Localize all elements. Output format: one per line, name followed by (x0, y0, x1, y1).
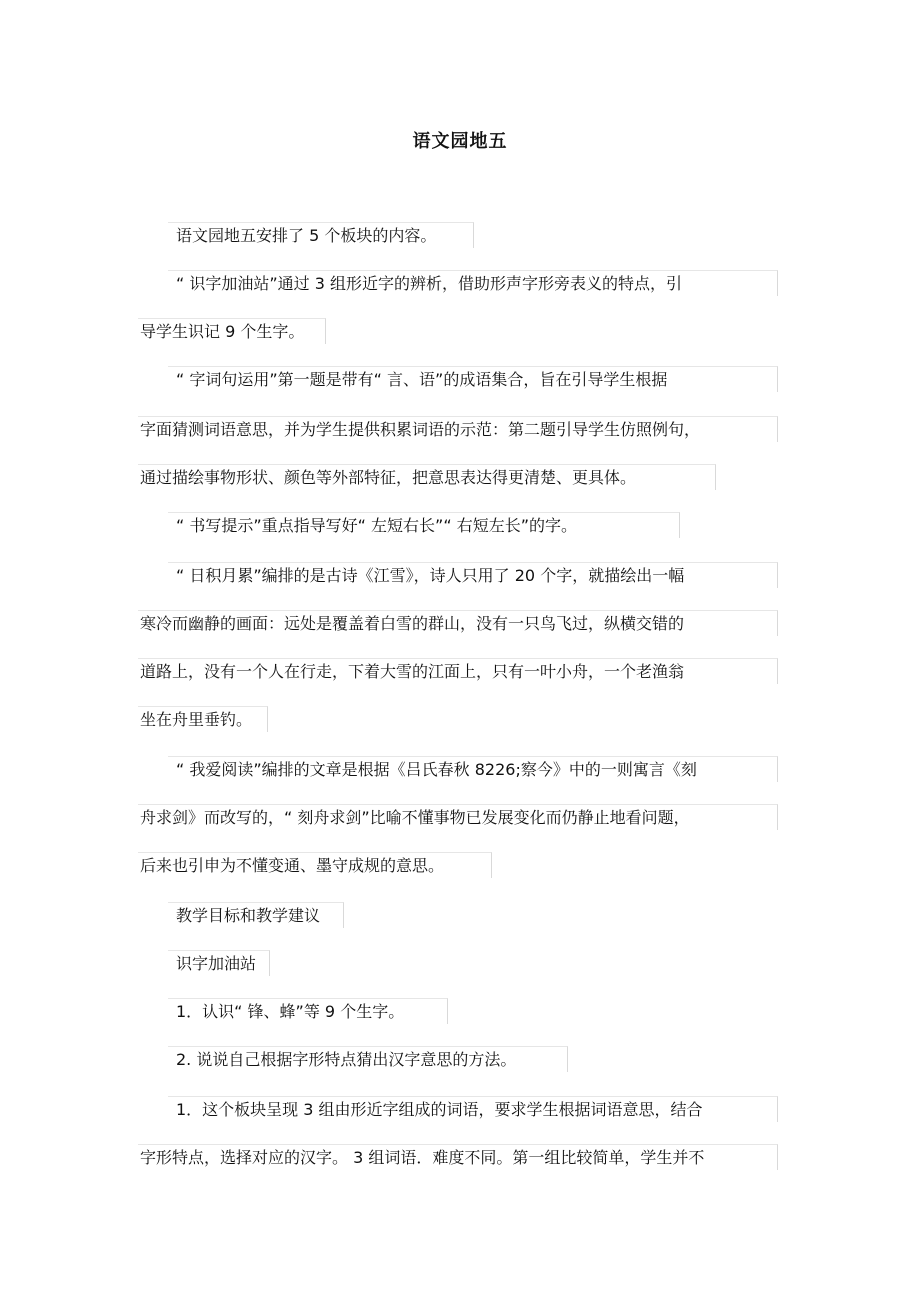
paragraph-line: 导学生识记 9 个生字。 (140, 322, 305, 341)
paragraph-line: 寒冷而幽静的画面：远处是覆盖着白雪的群山，没有一只鸟飞过，纵横交错的 (140, 614, 685, 633)
paragraph-line: 通过描绘事物形状、颜色等外部特征，把意思表达得更清楚、更具体。 (140, 468, 637, 487)
list-item: 1．认识“ 锋、蜂”等 9 个生字。 (176, 1002, 405, 1021)
paragraph-line: “ 字词句运用”第一题是带有“ 言、语”的成语集合，旨在引导学生根据 (176, 370, 668, 389)
paragraph-line: 舟求剑》而改写的，“ 刻舟求剑”比喻不懂事物已发展变化而仍静止地看问题， (140, 808, 690, 827)
section-heading: 教学目标和教学建议 (176, 906, 321, 925)
paragraph-line: “ 我爱阅读”编排的文章是根据《吕氏春秋 8226;察今》中的一则寓言《刻 (176, 760, 697, 779)
paragraph-line: 后来也引申为不懂变通、墨守成规的意思。 (140, 856, 445, 875)
subsection-heading: 识字加油站 (176, 954, 257, 973)
paragraph-line: “ 日积月累”编排的是古诗《江雪》，诗人只用了 20 个字，就描绘出一幅 (176, 566, 685, 585)
document-title: 语文园地五 (412, 131, 508, 152)
paragraph-line: 字形特点，选择对应的汉字。 3 组词语．难度不同。第一组比较简单，学生并不 (140, 1148, 705, 1167)
paragraph-line: 道路上，没有一个人在行走，下着大雪的江面上，只有一叶小舟，一个老渔翁 (140, 662, 685, 681)
paragraph-line: 坐在舟里垂钓。 (140, 710, 253, 729)
paragraph-line: “ 识字加油站”通过 3 组形近字的辨析，借助形声字形旁表义的特点，引 (176, 274, 683, 293)
paragraph-line: 语文园地五安排了 5 个板块的内容。 (176, 226, 437, 245)
paragraph-line: 1．这个板块呈现 3 组由形近字组成的词语，要求学生根据词语意思，结合 (176, 1100, 703, 1119)
paragraph-line: 字面猜测词语意思，并为学生提供积累词语的示范：第二题引导学生仿照例句， (140, 420, 701, 439)
list-item: 2. 说说自己根据字形特点猜出汉字意思的方法。 (176, 1050, 517, 1069)
paragraph-line: “ 书写提示”重点指导写好“ 左短右长”“ 右短左长”的字。 (176, 516, 577, 535)
